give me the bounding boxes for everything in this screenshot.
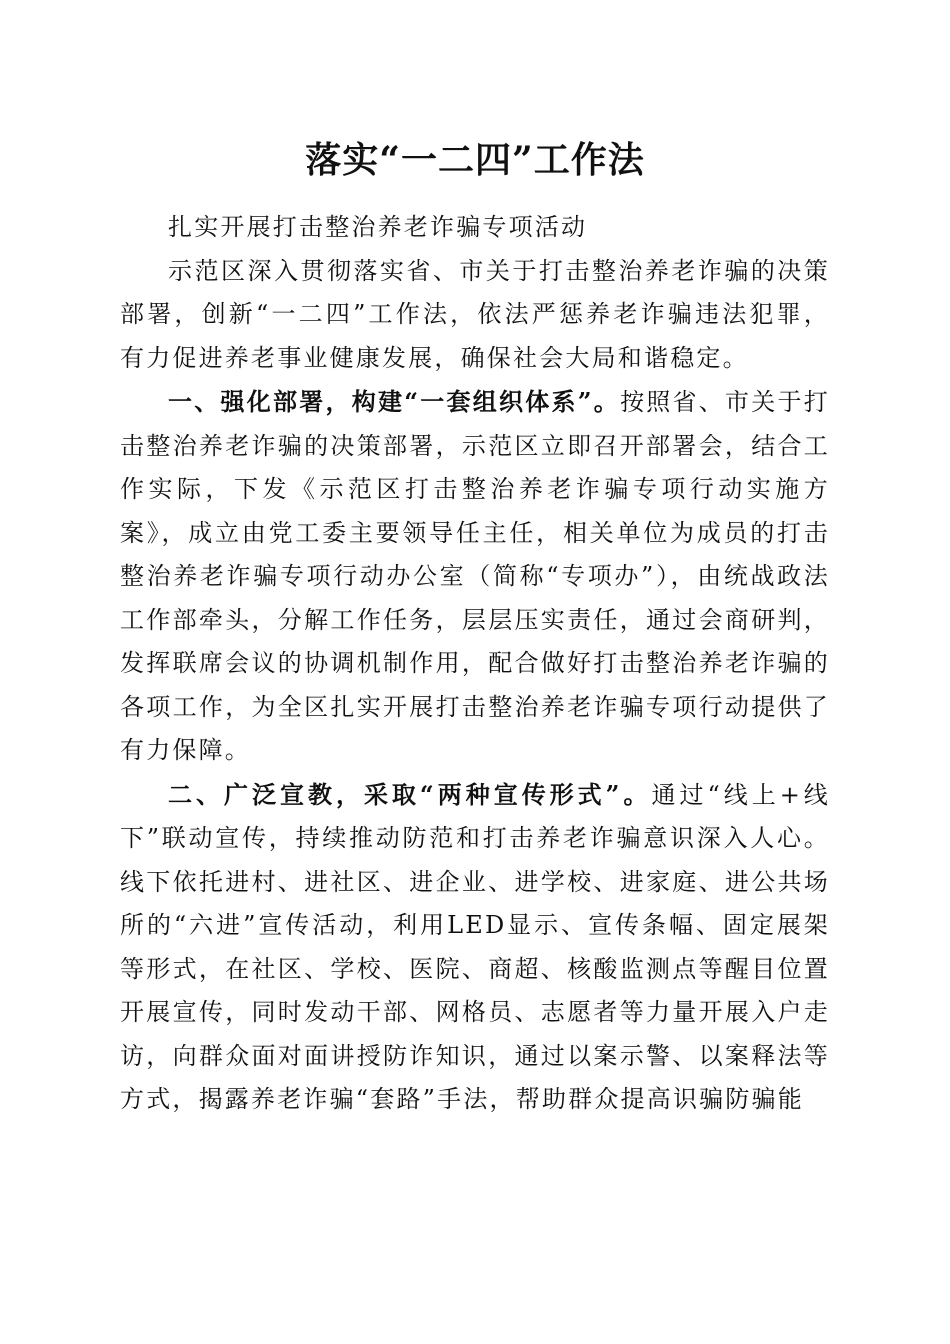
section-paragraph-2 (120, 773, 830, 1122)
document-body (120, 206, 830, 1122)
section-paragraph-1 (120, 380, 830, 773)
subtitle-paragraph: 扎实开展打击整治养老诈骗专项活动 (168, 213, 588, 241)
section-heading-2: 二、广泛宣教，采取“两种宣传形式”。 (168, 779, 652, 809)
intro-paragraph: 示范区深入贯彻落实省、市关于打击整治养老诈骗的决策部署，创新“一二四”工作法，依法严惩养老诈骗违法犯罪，有力促进养老事业健康发展，确保社会大局和谐稳定。 (120, 256, 830, 372)
section-heading-1: 一、强化部署，构建“一套组织体系”。 (168, 387, 621, 416)
document-title: 落实“一二四”工作法 (305, 139, 645, 181)
section-text-2: 通过“线上+线下”联动宣传，持续推动防范和打击养老诈骗意识深入人心。线下依托进村、进社区、进企业、进学校、进家庭、进公共场所的“六进”宣传活动，利用LED显示、宣传条幅、固定展架等形式，在社区、学校、医院、商超、核酸监测点等醒目位置开展宣传，同时发动干部、网格员、志愿者等力量开展入户走访，向群众面对面讲授防诈知识，通过以案示警、以案释法等方式，揭露养老诈骗“套路”手法，帮助群众提高识骗防骗能 (120, 780, 830, 1113)
section-text-1: 按照省、市关于打击整治养老诈骗的决策部署，示范区立即召开部署会，结合工作实际，下发《示范区打击整治养老诈骗专项行动实施方案》，成立由党工委主要领导任主任，相关单位为成员的打击整治养老诈骗专项行动办公室（简称“专项办”），由统战政法工作部牵头，分解工作任务，层层压实责任，通过会商研判，发挥联席会议的协调机制作用，配合做好打击整治养老诈骗的各项工作，为全区扎实开展打击整治养老诈骗专项行动提供了有力保障。 (120, 388, 830, 764)
